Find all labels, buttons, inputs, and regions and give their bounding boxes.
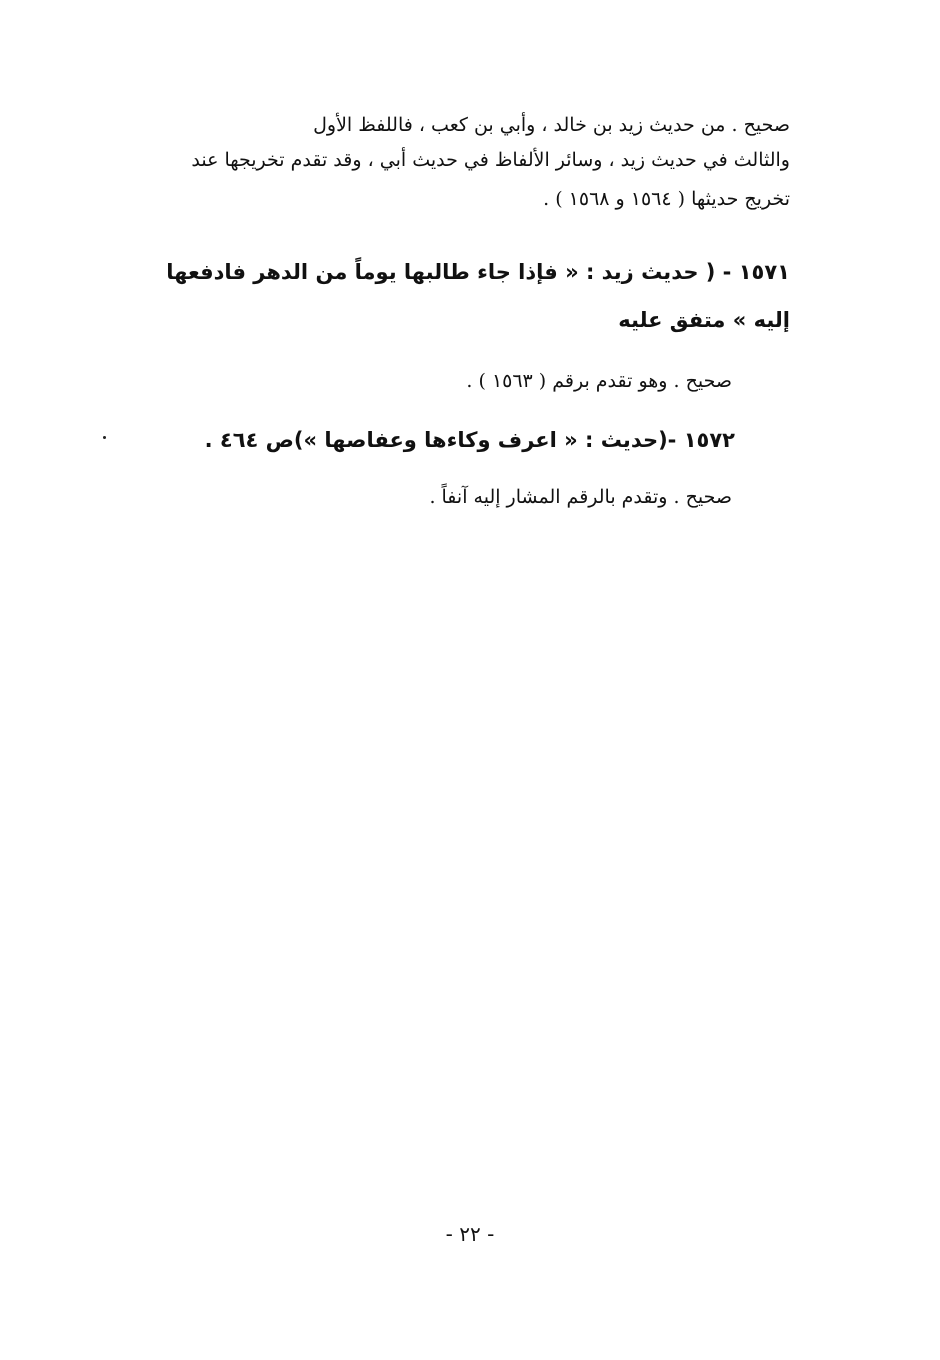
entry-1571-number: ١٥٧١ [738, 260, 790, 284]
paragraph-1-line-3: تخريج حديثها ( ١٥٦٤ و ١٥٦٨ ) . [543, 188, 790, 210]
entry-1572-text: -(حديث : « اعرف وكاءها وعفاصها »)ص ٤٦٤ . [204, 428, 677, 452]
entry-1571-line-1 [166, 262, 790, 283]
entry-1571-text: - ( حديث زيد : « فإذا جاء طالبها يوماً من الدهر فادفعها [166, 260, 732, 284]
page-number: - ٢٢ - [445, 1222, 495, 1246]
entry-1571-line-2: إليه » متفق عليه [618, 308, 790, 332]
entry-1572-number: ١٥٧٢ [683, 428, 735, 452]
paragraph-1-line-1: صحيح . من حديث زيد بن خالد ، وأبي بن كعب ، فاللفظ الأول [313, 114, 790, 136]
verdict-1572: صحيح . وتقدم بالرقم المشار إليه آنفاً . [429, 486, 732, 508]
entry-1572 [205, 430, 735, 451]
margin-dot [103, 436, 106, 439]
verdict-1571: صحيح . وهو تقدم برقم ( ١٥٦٣ ) . [466, 370, 732, 392]
paragraph-1-line-2: والثالث في حديث زيد ، وسائر الألفاظ في حديث أبي ، وقد تقدم تخريجها عند [191, 149, 790, 171]
